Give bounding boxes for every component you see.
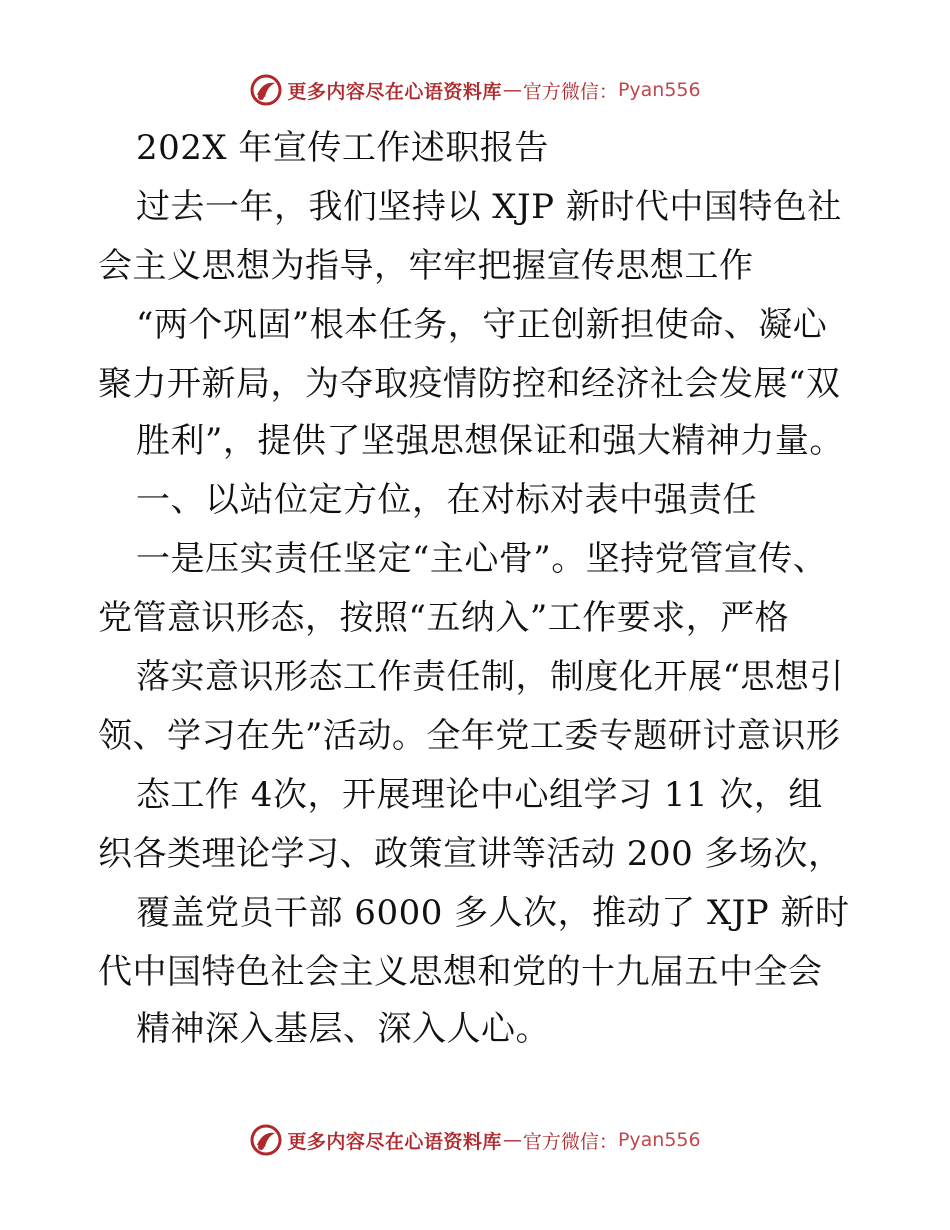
section-heading: 一、以站位定方位，在对标对表中强责任 <box>136 480 757 520</box>
text-line: 代中国特色社会主义思想和党的十九届五中全会 <box>98 952 823 992</box>
text-line: 党管意识形态，按照“五纳入”工作要求，严格 <box>98 598 790 638</box>
swirl-logo-icon <box>249 1123 283 1157</box>
text-line: 会主义思想为指导，牢牢把握宣传思想工作 <box>98 246 754 286</box>
banner-separator: — <box>502 79 522 101</box>
text-line: 聚力开新局，为夺取疫情防控和经济社会发展“双 <box>98 364 841 404</box>
swirl-logo-icon <box>249 73 283 107</box>
banner-wechat-id: Pyan556 <box>617 79 701 101</box>
banner-main-text: 更多内容尽在心语资料库 <box>287 1130 502 1153</box>
document-title: 202X 年宣传工作述职报告 <box>136 128 549 168</box>
text-line: 一是压实责任坚定“主心骨”。坚持党管宣传、 <box>136 539 828 579</box>
banner-wechat-id: Pyan556 <box>617 1129 701 1151</box>
text-line: 领、学习在先”活动。全年党工委专题研讨意识形 <box>98 716 841 756</box>
text-line: 精神深入基层、深入人心。 <box>136 1009 550 1049</box>
text-line: 织各类理论学习、政策宣讲等活动 200 多场次， <box>98 834 843 874</box>
banner-label: 官方微信： <box>522 80 618 103</box>
header-watermark <box>0 70 950 110</box>
footer-watermark <box>0 1120 950 1160</box>
banner-label: 官方微信： <box>522 1130 618 1153</box>
text-line: 覆盖党员干部 6000 多人次，推动了 XJP 新时 <box>136 893 850 933</box>
text-line: “两个巩固”根本任务，守正创新担使命、凝心 <box>136 305 828 345</box>
banner-main-text: 更多内容尽在心语资料库 <box>287 80 502 103</box>
text-line: 态工作 4次，开展理论中心组学习 11 次，组 <box>136 775 823 815</box>
banner-separator: — <box>502 1129 522 1151</box>
text-line: 落实意识形态工作责任制，制度化开展“思想引 <box>136 657 844 697</box>
text-line: 胜利”，提供了坚强思想保证和强大精神力量。 <box>136 421 844 461</box>
text-line: 过去一年，我们坚持以 XJP 新时代中国特色社 <box>136 187 842 227</box>
